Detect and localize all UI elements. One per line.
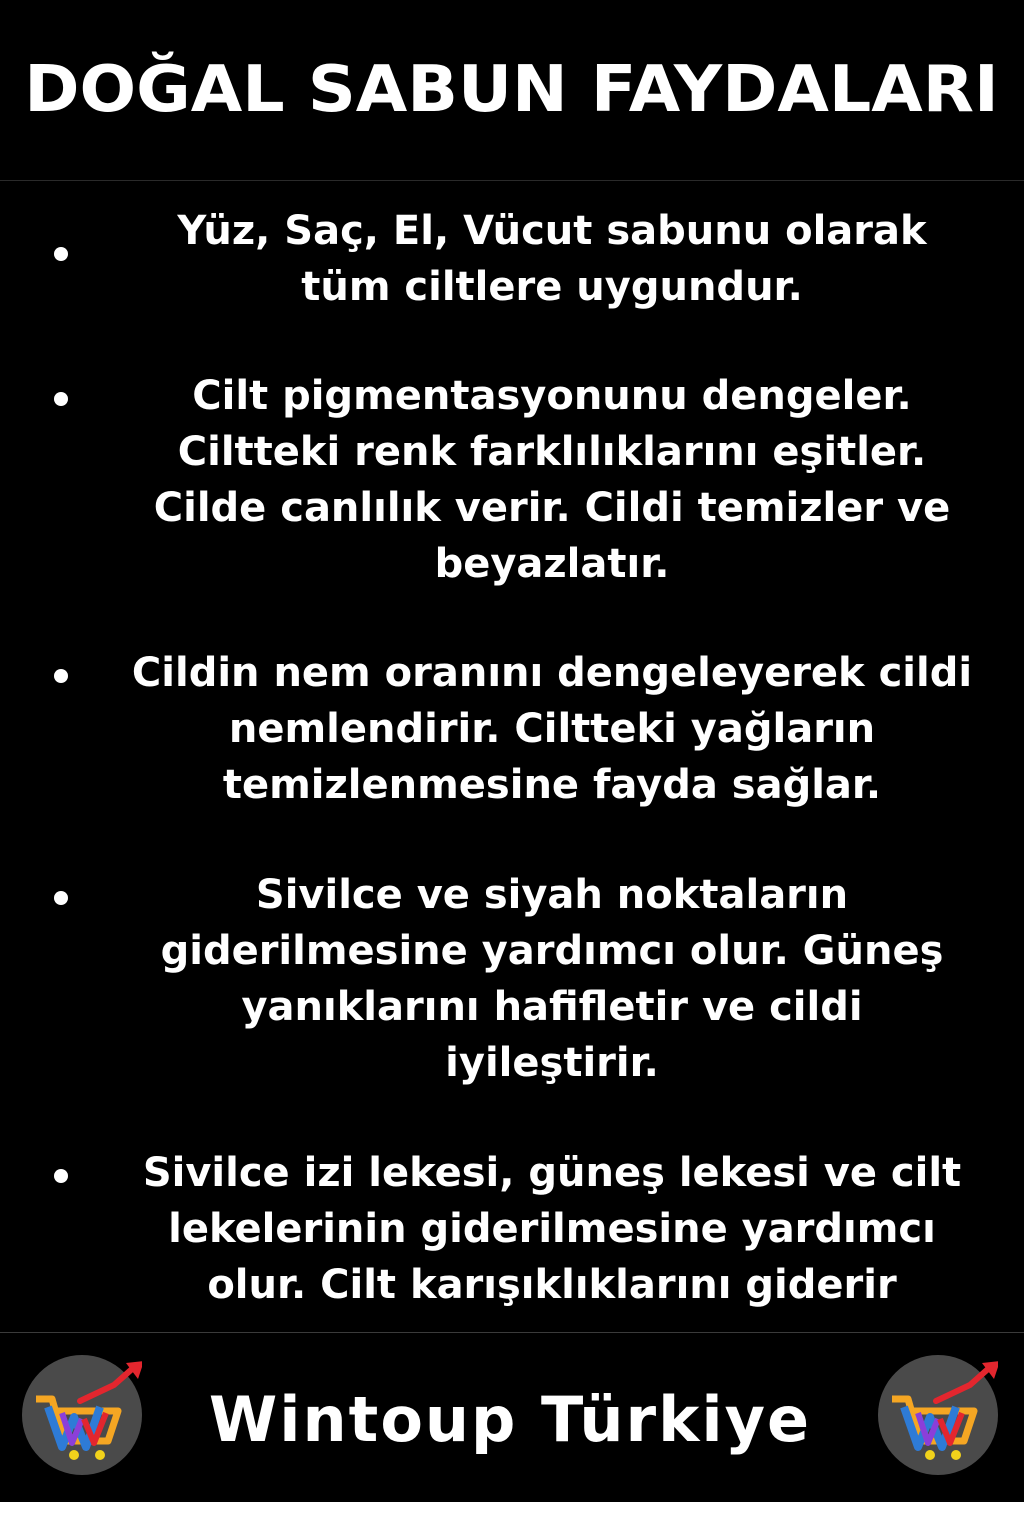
benefit-text [92, 368, 1012, 592]
shopping-cart-logo-icon [878, 1355, 998, 1475]
footer [0, 1332, 1024, 1503]
benefit-text [92, 1145, 1012, 1313]
bullet-icon [54, 392, 68, 406]
bullet-icon [54, 669, 68, 683]
benefit-line: lekelerinin giderilmesine yardımcı [168, 1206, 936, 1252]
benefit-line: iyileştirir. [445, 1040, 659, 1086]
benefit-line: temizlenmesine fayda sağlar. [222, 762, 882, 808]
benefit-line: giderilmesine yardımcı olur. Güneş [160, 928, 944, 974]
bullet-icon [54, 1169, 68, 1183]
page-title: DOĞAL SABUN FAYDALARI [24, 53, 1000, 127]
bullet-icon [54, 247, 68, 261]
benefit-line: beyazlatır. [434, 541, 670, 587]
benefit-line: Cildin nem oranını dengeleyerek cildi [131, 650, 973, 696]
benefit-line: nemlendirir. Ciltteki yağların [228, 706, 876, 752]
benefit-text [82, 645, 1022, 813]
benefit-line: Cilt pigmentasyonunu dengeler. [192, 373, 912, 419]
header [0, 0, 1024, 181]
benefit-line: Cilde canlılık verir. Cildi temizler ve [153, 485, 951, 531]
benefit-line: Sivilce ve siyah noktaların [255, 872, 849, 918]
benefit-line: Ciltteki renk farklılıklarını eşitler. [177, 429, 927, 475]
benefit-line: Sivilce izi lekesi, güneş lekesi ve cilt [142, 1150, 962, 1196]
benefit-line: olur. Cilt karışıklıklarını giderir [207, 1262, 897, 1308]
benefit-line: tüm ciltlere uygundur. [301, 264, 803, 310]
benefit-line: yanıklarını hafifletir ve cildi [241, 984, 863, 1030]
benefit-text [92, 203, 1012, 315]
shopping-cart-logo-icon [22, 1355, 142, 1475]
bottom-border [0, 1502, 1024, 1536]
benefits-section [0, 181, 1024, 1331]
brand-name: Wintoup Türkiye [208, 1383, 812, 1456]
benefit-line: Yüz, Saç, El, Vücut sabunu olarak [177, 208, 927, 254]
benefit-text [92, 867, 1012, 1091]
bullet-icon [54, 891, 68, 905]
